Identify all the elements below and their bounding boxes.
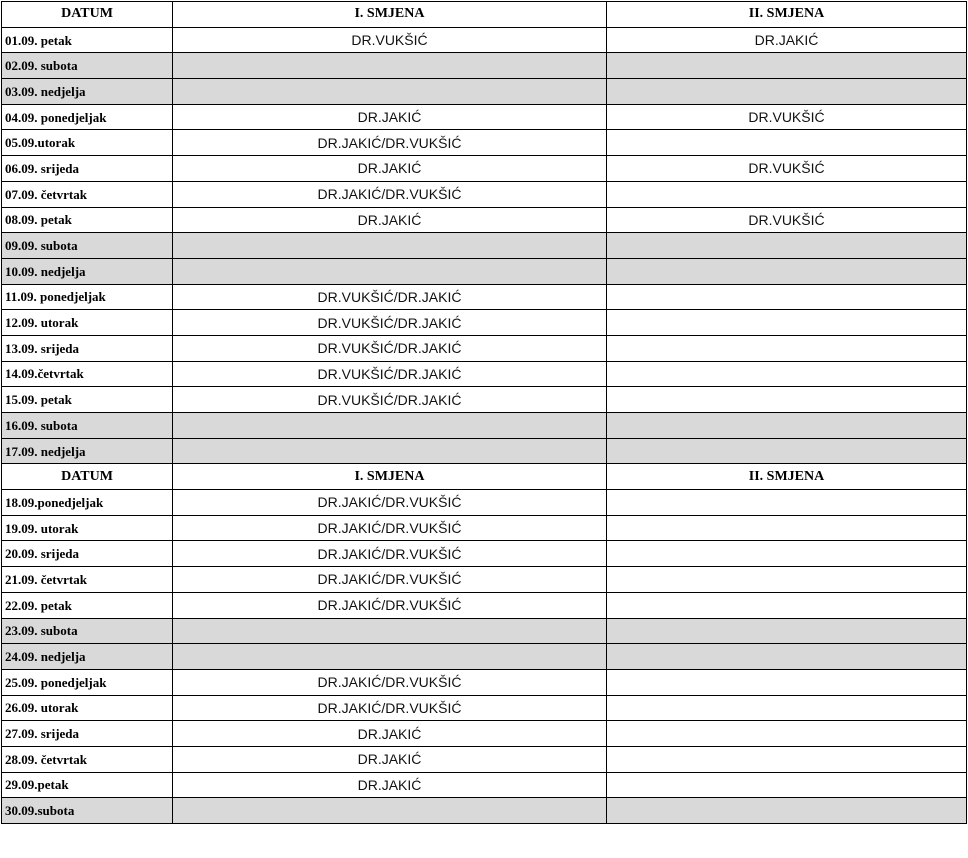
table-row bbox=[2, 361, 967, 387]
shift-2-cell bbox=[607, 130, 967, 156]
shift-1-cell: DR.VUKŠIĆ/DR.JAKIĆ bbox=[173, 361, 607, 387]
date-cell: 24.09. nedjelja bbox=[2, 644, 173, 670]
shift-1-cell bbox=[173, 79, 607, 105]
shift-2-cell bbox=[607, 79, 967, 105]
shift-1-cell: DR.JAKIĆ bbox=[173, 721, 607, 747]
shift-2-cell bbox=[607, 438, 967, 464]
date-cell: 11.09. ponedjeljak bbox=[2, 284, 173, 310]
shift-1-cell: DR.VUKŠIĆ bbox=[173, 27, 607, 53]
header-shift-2: II. SMJENA bbox=[607, 464, 967, 490]
table-row bbox=[2, 798, 967, 824]
date-cell: 14.09.četvrtak bbox=[2, 361, 173, 387]
date-cell: 26.09. utorak bbox=[2, 695, 173, 721]
date-cell: 22.09. petak bbox=[2, 592, 173, 618]
shift-1-cell: DR.JAKIĆ/DR.VUKŠIĆ bbox=[173, 695, 607, 721]
shift-2-cell bbox=[607, 592, 967, 618]
table-row bbox=[2, 772, 967, 798]
shift-2-cell bbox=[607, 310, 967, 336]
date-cell: 05.09.utorak bbox=[2, 130, 173, 156]
shift-1-cell: DR.JAKIĆ bbox=[173, 156, 607, 182]
date-cell: 15.09. petak bbox=[2, 387, 173, 413]
shift-2-cell bbox=[607, 515, 967, 541]
shift-2-cell bbox=[607, 335, 967, 361]
shift-2-cell bbox=[607, 413, 967, 439]
table-row bbox=[2, 541, 967, 567]
table-row bbox=[2, 53, 967, 79]
shift-1-cell: DR.JAKIĆ bbox=[173, 104, 607, 130]
shift-1-cell: DR.JAKIĆ/DR.VUKŠIĆ bbox=[173, 515, 607, 541]
date-cell: 02.09. subota bbox=[2, 53, 173, 79]
date-cell: 17.09. nedjelja bbox=[2, 438, 173, 464]
shift-1-cell bbox=[173, 413, 607, 439]
table-row bbox=[2, 335, 967, 361]
shift-2-cell bbox=[607, 798, 967, 824]
table-row bbox=[2, 695, 967, 721]
table-row bbox=[2, 156, 967, 182]
table-header bbox=[2, 2, 967, 28]
shift-1-cell bbox=[173, 258, 607, 284]
shift-1-cell bbox=[173, 438, 607, 464]
date-cell: 21.09. četvrtak bbox=[2, 567, 173, 593]
table-row bbox=[2, 438, 967, 464]
table-row bbox=[2, 130, 967, 156]
shift-1-cell: DR.JAKIĆ/DR.VUKŠIĆ bbox=[173, 130, 607, 156]
table-row bbox=[2, 618, 967, 644]
date-cell: 13.09. srijeda bbox=[2, 335, 173, 361]
table-row bbox=[2, 413, 967, 439]
shift-2-cell bbox=[607, 541, 967, 567]
table-row bbox=[2, 310, 967, 336]
table-row bbox=[2, 258, 967, 284]
shift-1-cell: DR.VUKŠIĆ/DR.JAKIĆ bbox=[173, 335, 607, 361]
shift-1-cell bbox=[173, 798, 607, 824]
table-row bbox=[2, 284, 967, 310]
header-shift-2: II. SMJENA bbox=[607, 2, 967, 28]
shift-1-cell: DR.JAKIĆ bbox=[173, 772, 607, 798]
date-cell: 07.09. četvrtak bbox=[2, 181, 173, 207]
date-cell: 28.09. četvrtak bbox=[2, 746, 173, 772]
date-cell: 10.09. nedjelja bbox=[2, 258, 173, 284]
shift-2-cell bbox=[607, 721, 967, 747]
shift-2-cell bbox=[607, 746, 967, 772]
table-row bbox=[2, 387, 967, 413]
header-date: DATUM bbox=[2, 464, 173, 490]
date-cell: 20.09. srijeda bbox=[2, 541, 173, 567]
date-cell: 06.09. srijeda bbox=[2, 156, 173, 182]
shift-2-cell: DR.JAKIĆ bbox=[607, 27, 967, 53]
shift-2-cell bbox=[607, 53, 967, 79]
header-date: DATUM bbox=[2, 2, 173, 28]
shift-2-cell bbox=[607, 669, 967, 695]
date-cell: 12.09. utorak bbox=[2, 310, 173, 336]
table-row bbox=[2, 567, 967, 593]
table-row bbox=[2, 515, 967, 541]
shift-1-cell bbox=[173, 644, 607, 670]
date-cell: 23.09. subota bbox=[2, 618, 173, 644]
shift-1-cell: DR.JAKIĆ/DR.VUKŠIĆ bbox=[173, 669, 607, 695]
table-row bbox=[2, 592, 967, 618]
shift-2-cell bbox=[607, 181, 967, 207]
header-row-repeat bbox=[2, 464, 967, 490]
shift-2-cell: DR.VUKŠIĆ bbox=[607, 207, 967, 233]
table-row bbox=[2, 104, 967, 130]
date-cell: 30.09.subota bbox=[2, 798, 173, 824]
table-row bbox=[2, 181, 967, 207]
table-row bbox=[2, 490, 967, 516]
date-cell: 04.09. ponedjeljak bbox=[2, 104, 173, 130]
table-row bbox=[2, 207, 967, 233]
table-row bbox=[2, 721, 967, 747]
shift-1-cell: DR.VUKŠIĆ/DR.JAKIĆ bbox=[173, 387, 607, 413]
shift-2-cell bbox=[607, 772, 967, 798]
shift-2-cell bbox=[607, 258, 967, 284]
table-row bbox=[2, 233, 967, 259]
shift-2-cell bbox=[607, 644, 967, 670]
shift-2-cell bbox=[607, 361, 967, 387]
shift-1-cell: DR.JAKIĆ bbox=[173, 207, 607, 233]
shift-1-cell: DR.JAKIĆ bbox=[173, 746, 607, 772]
table-row bbox=[2, 79, 967, 105]
shift-2-cell bbox=[607, 567, 967, 593]
schedule-body bbox=[2, 27, 967, 823]
shift-2-cell bbox=[607, 618, 967, 644]
shift-2-cell bbox=[607, 284, 967, 310]
header-shift-1: I. SMJENA bbox=[173, 464, 607, 490]
shift-1-cell: DR.JAKIĆ/DR.VUKŠIĆ bbox=[173, 567, 607, 593]
shift-1-cell: DR.VUKŠIĆ/DR.JAKIĆ bbox=[173, 310, 607, 336]
shift-2-cell bbox=[607, 233, 967, 259]
shift-1-cell: DR.VUKŠIĆ/DR.JAKIĆ bbox=[173, 284, 607, 310]
shift-1-cell: DR.JAKIĆ/DR.VUKŠIĆ bbox=[173, 181, 607, 207]
header-row bbox=[2, 2, 967, 28]
date-cell: 08.09. petak bbox=[2, 207, 173, 233]
date-cell: 18.09.ponedjeljak bbox=[2, 490, 173, 516]
date-cell: 29.09.petak bbox=[2, 772, 173, 798]
shift-2-cell: DR.VUKŠIĆ bbox=[607, 156, 967, 182]
table-row bbox=[2, 644, 967, 670]
date-cell: 16.09. subota bbox=[2, 413, 173, 439]
table-row bbox=[2, 27, 967, 53]
shift-schedule-table bbox=[1, 1, 967, 824]
table-row bbox=[2, 669, 967, 695]
shift-1-cell bbox=[173, 233, 607, 259]
shift-1-cell: DR.JAKIĆ/DR.VUKŠIĆ bbox=[173, 541, 607, 567]
shift-1-cell: DR.JAKIĆ/DR.VUKŠIĆ bbox=[173, 490, 607, 516]
shift-1-cell bbox=[173, 53, 607, 79]
shift-2-cell bbox=[607, 695, 967, 721]
header-shift-1: I. SMJENA bbox=[173, 2, 607, 28]
table-row bbox=[2, 746, 967, 772]
date-cell: 27.09. srijeda bbox=[2, 721, 173, 747]
shift-2-cell bbox=[607, 490, 967, 516]
shift-2-cell bbox=[607, 387, 967, 413]
shift-1-cell: DR.JAKIĆ/DR.VUKŠIĆ bbox=[173, 592, 607, 618]
date-cell: 01.09. petak bbox=[2, 27, 173, 53]
shift-2-cell: DR.VUKŠIĆ bbox=[607, 104, 967, 130]
shift-1-cell bbox=[173, 618, 607, 644]
date-cell: 19.09. utorak bbox=[2, 515, 173, 541]
date-cell: 09.09. subota bbox=[2, 233, 173, 259]
date-cell: 25.09. ponedjeljak bbox=[2, 669, 173, 695]
date-cell: 03.09. nedjelja bbox=[2, 79, 173, 105]
